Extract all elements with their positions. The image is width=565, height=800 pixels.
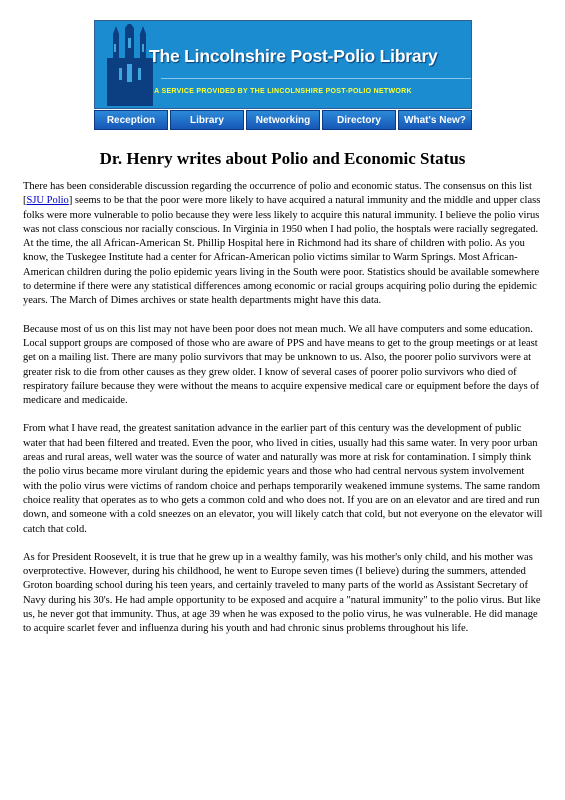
nav-library-button[interactable]: Library: [170, 110, 244, 130]
paragraph-3: From what I have read, the greatest sanitation advance in the earlier part of this century was the development of public water that had been filtered and treated. Even the poor, who lived in cities, usually had this same water. In very poor urban areas and rural areas, well water was the source of water and naturally was more at risk for contamination. I simply think the polio virus became more virulant during the epidemic years and those who had central nervous system involvement with the polio virus were victims of random choice and perhaps temporarily weakened immune systems. The same random choice reality that operates as to who gets a common cold and who does not. If you are on an elevator and are tired and run down, and someone with a cold sneezes on an elevator, you will likely catch that cold, but not everyone on the elevator will catch that cold.: [23, 423, 543, 535]
nav-directory-button[interactable]: Directory: [322, 110, 396, 130]
paragraph-4: As for President Roosevelt, it is true that he grew up in a wealthy family, was his mother's only child, and his mother was overprotective. However, during his childhood, he went to Europe seven times (I believe) during the summers, attended Groton boarding school during his teen years, and certainly traveled to many parts of the world as Assistant Secretary of Navy during his 30's. He had ample opportunity to be exposed and acquire a "natural immunity" to the polio virus. But like us, he never got that immunity. Thus, at age 39 when he was exposed to the polio virus, he was vulnerable. He did manage to acquire scarlet fever and influenza during his youth and had chronic sinus problems throughout his life.: [23, 551, 541, 635]
site-title: The Lincolnshire Post-Polio Library: [149, 46, 438, 66]
article-body: [23, 180, 544, 651]
paragraph-1: [23, 180, 544, 309]
banner-divider: [161, 78, 471, 79]
site-banner: [94, 20, 472, 109]
article-title: Dr. Henry writes about Polio and Economic Status: [99, 149, 466, 168]
sju-polio-link[interactable]: SJU Polio: [26, 195, 69, 207]
nav-whats-new-button[interactable]: What's New?: [398, 110, 472, 130]
paragraph-1-start: There has been considerable discussion regarding the occurrence of polio and economic status. The consensus on this list [: [23, 181, 532, 207]
nav-networking-button[interactable]: Networking: [246, 110, 320, 130]
nav-reception-button[interactable]: Reception: [94, 110, 168, 130]
paragraph-2: Because most of us on this list may not have been poor does not mean much. We all have computers and some education. Local support groups are composed of those who are aware of PPS and have means to get to the group meetings or at least get on a mailing list. There are many polio survivors that may be unknown to us. Also, the poorer polio survivors were at greater risk to die from other causes as they grew older. I know of several cases of poorer polio survivors who died of respiratory failure because they were without the means to acquire expensive medical care or equipment before the days of medicare and medicaide.: [23, 323, 540, 407]
paragraph-1-end: ] seems to be that the poor were more likely to have acquired a natural immunity and the middle and upper class folks were more vulnerable to polio because they were less likely to acquire this natural immunity. I believe the polio virus was not class conscious nor racially conscious. In Virginia in 1950 when I had polio, the hosptals were racially segregated. At the time, the all African-American St. Phillip Hospital here in Richmond had its share of children with polio. As you know, the Tuskegee Institute had a center for African-American polio victims similar to Warm Springs. Most African-American children during the polio epidemic years living in the South were poor. Statistics should be available somewhere to determine if there were any statistical differences among economic or racial groups acquiring polio during the epidemic years. The March of Dimes archives or state health departments might have this data.: [23, 195, 541, 307]
main-nav: [94, 110, 472, 130]
site-subtitle: A SERVICE PROVIDED BY THE LINCOLNSHIRE POST-POLIO NETWORK: [154, 88, 412, 95]
